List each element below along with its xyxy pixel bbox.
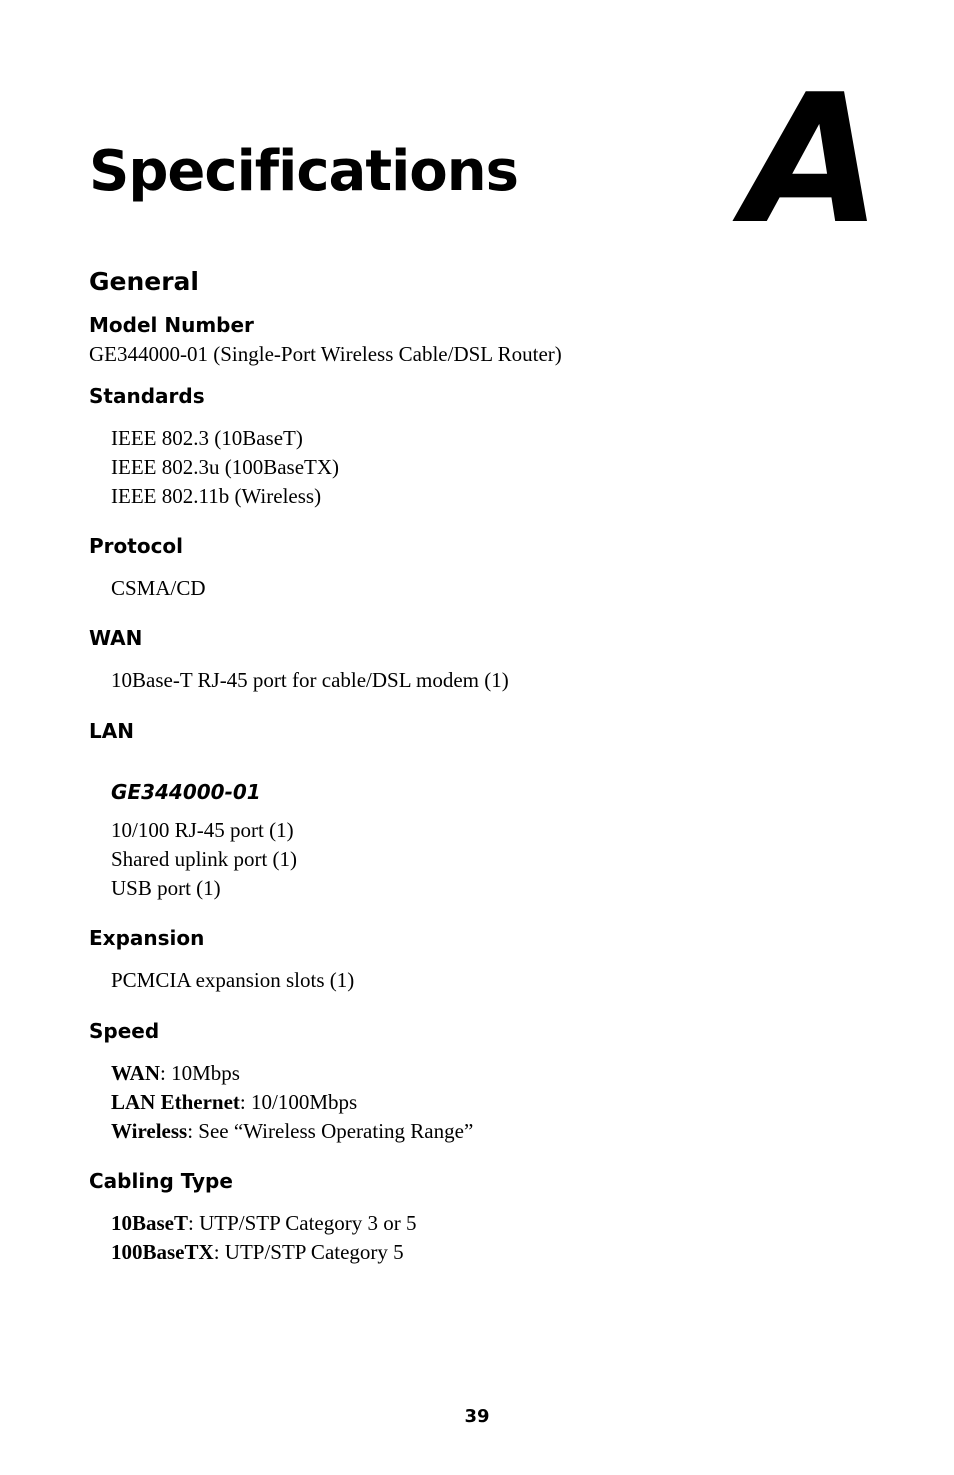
standards-line: IEEE 802.3u (100BaseTX) [111,455,340,479]
expansion-line: PCMCIA expansion slots (1) [111,968,355,992]
cabling-item-value: : UTP/STP Category 5 [213,1240,404,1264]
speed-heading: Speed [89,1019,160,1043]
model-number-text: GE344000-01 (Single-Port Wireless Cable/DSL Router) [89,342,562,366]
lan-line: Shared uplink port (1) [111,847,298,871]
lan-line: USB port (1) [111,876,221,900]
cabling-item [111,1238,404,1267]
standards-line: IEEE 802.3 (10BaseT) [111,426,303,450]
speed-item-value: : 10/100Mbps [239,1090,358,1114]
standards-line: IEEE 802.11b (Wireless) [111,484,322,508]
speed-item-value: : 10Mbps [160,1061,240,1085]
speed-item [111,1088,357,1117]
cabling-item-label: 10BaseT [111,1211,189,1235]
wan-heading: WAN [89,626,143,650]
wan-line: 10Base-T RJ-45 port for cable/DSL modem (1) [111,668,509,692]
cabling-item-label: 100BaseTX [111,1240,214,1264]
standards-heading: Standards [89,384,205,408]
expansion-heading: Expansion [89,926,205,950]
speed-item [111,1117,473,1146]
lan-line: 10/100 RJ-45 port (1) [111,818,294,842]
page-number: 39 [464,1406,490,1427]
protocol-line: CSMA/CD [111,576,206,600]
speed-item [111,1059,240,1088]
chapter-title: Specifications [89,139,518,204]
appendix-letter: A [744,56,878,263]
protocol-heading: Protocol [89,534,184,558]
lan-model-label: GE344000-01 [111,780,261,804]
cabling-item-value: : UTP/STP Category 3 or 5 [188,1211,417,1235]
speed-item-value: : See “Wireless Operating Range” [187,1119,474,1143]
cabling-heading: Cabling Type [89,1169,233,1193]
lan-heading: LAN [89,719,134,743]
cabling-item [111,1209,416,1238]
section-title: General [89,267,199,296]
speed-item-label: WAN [111,1061,161,1085]
speed-item-label: Wireless [111,1119,188,1143]
speed-item-label: LAN Ethernet [111,1090,240,1114]
model-number-heading: Model Number [89,313,254,337]
